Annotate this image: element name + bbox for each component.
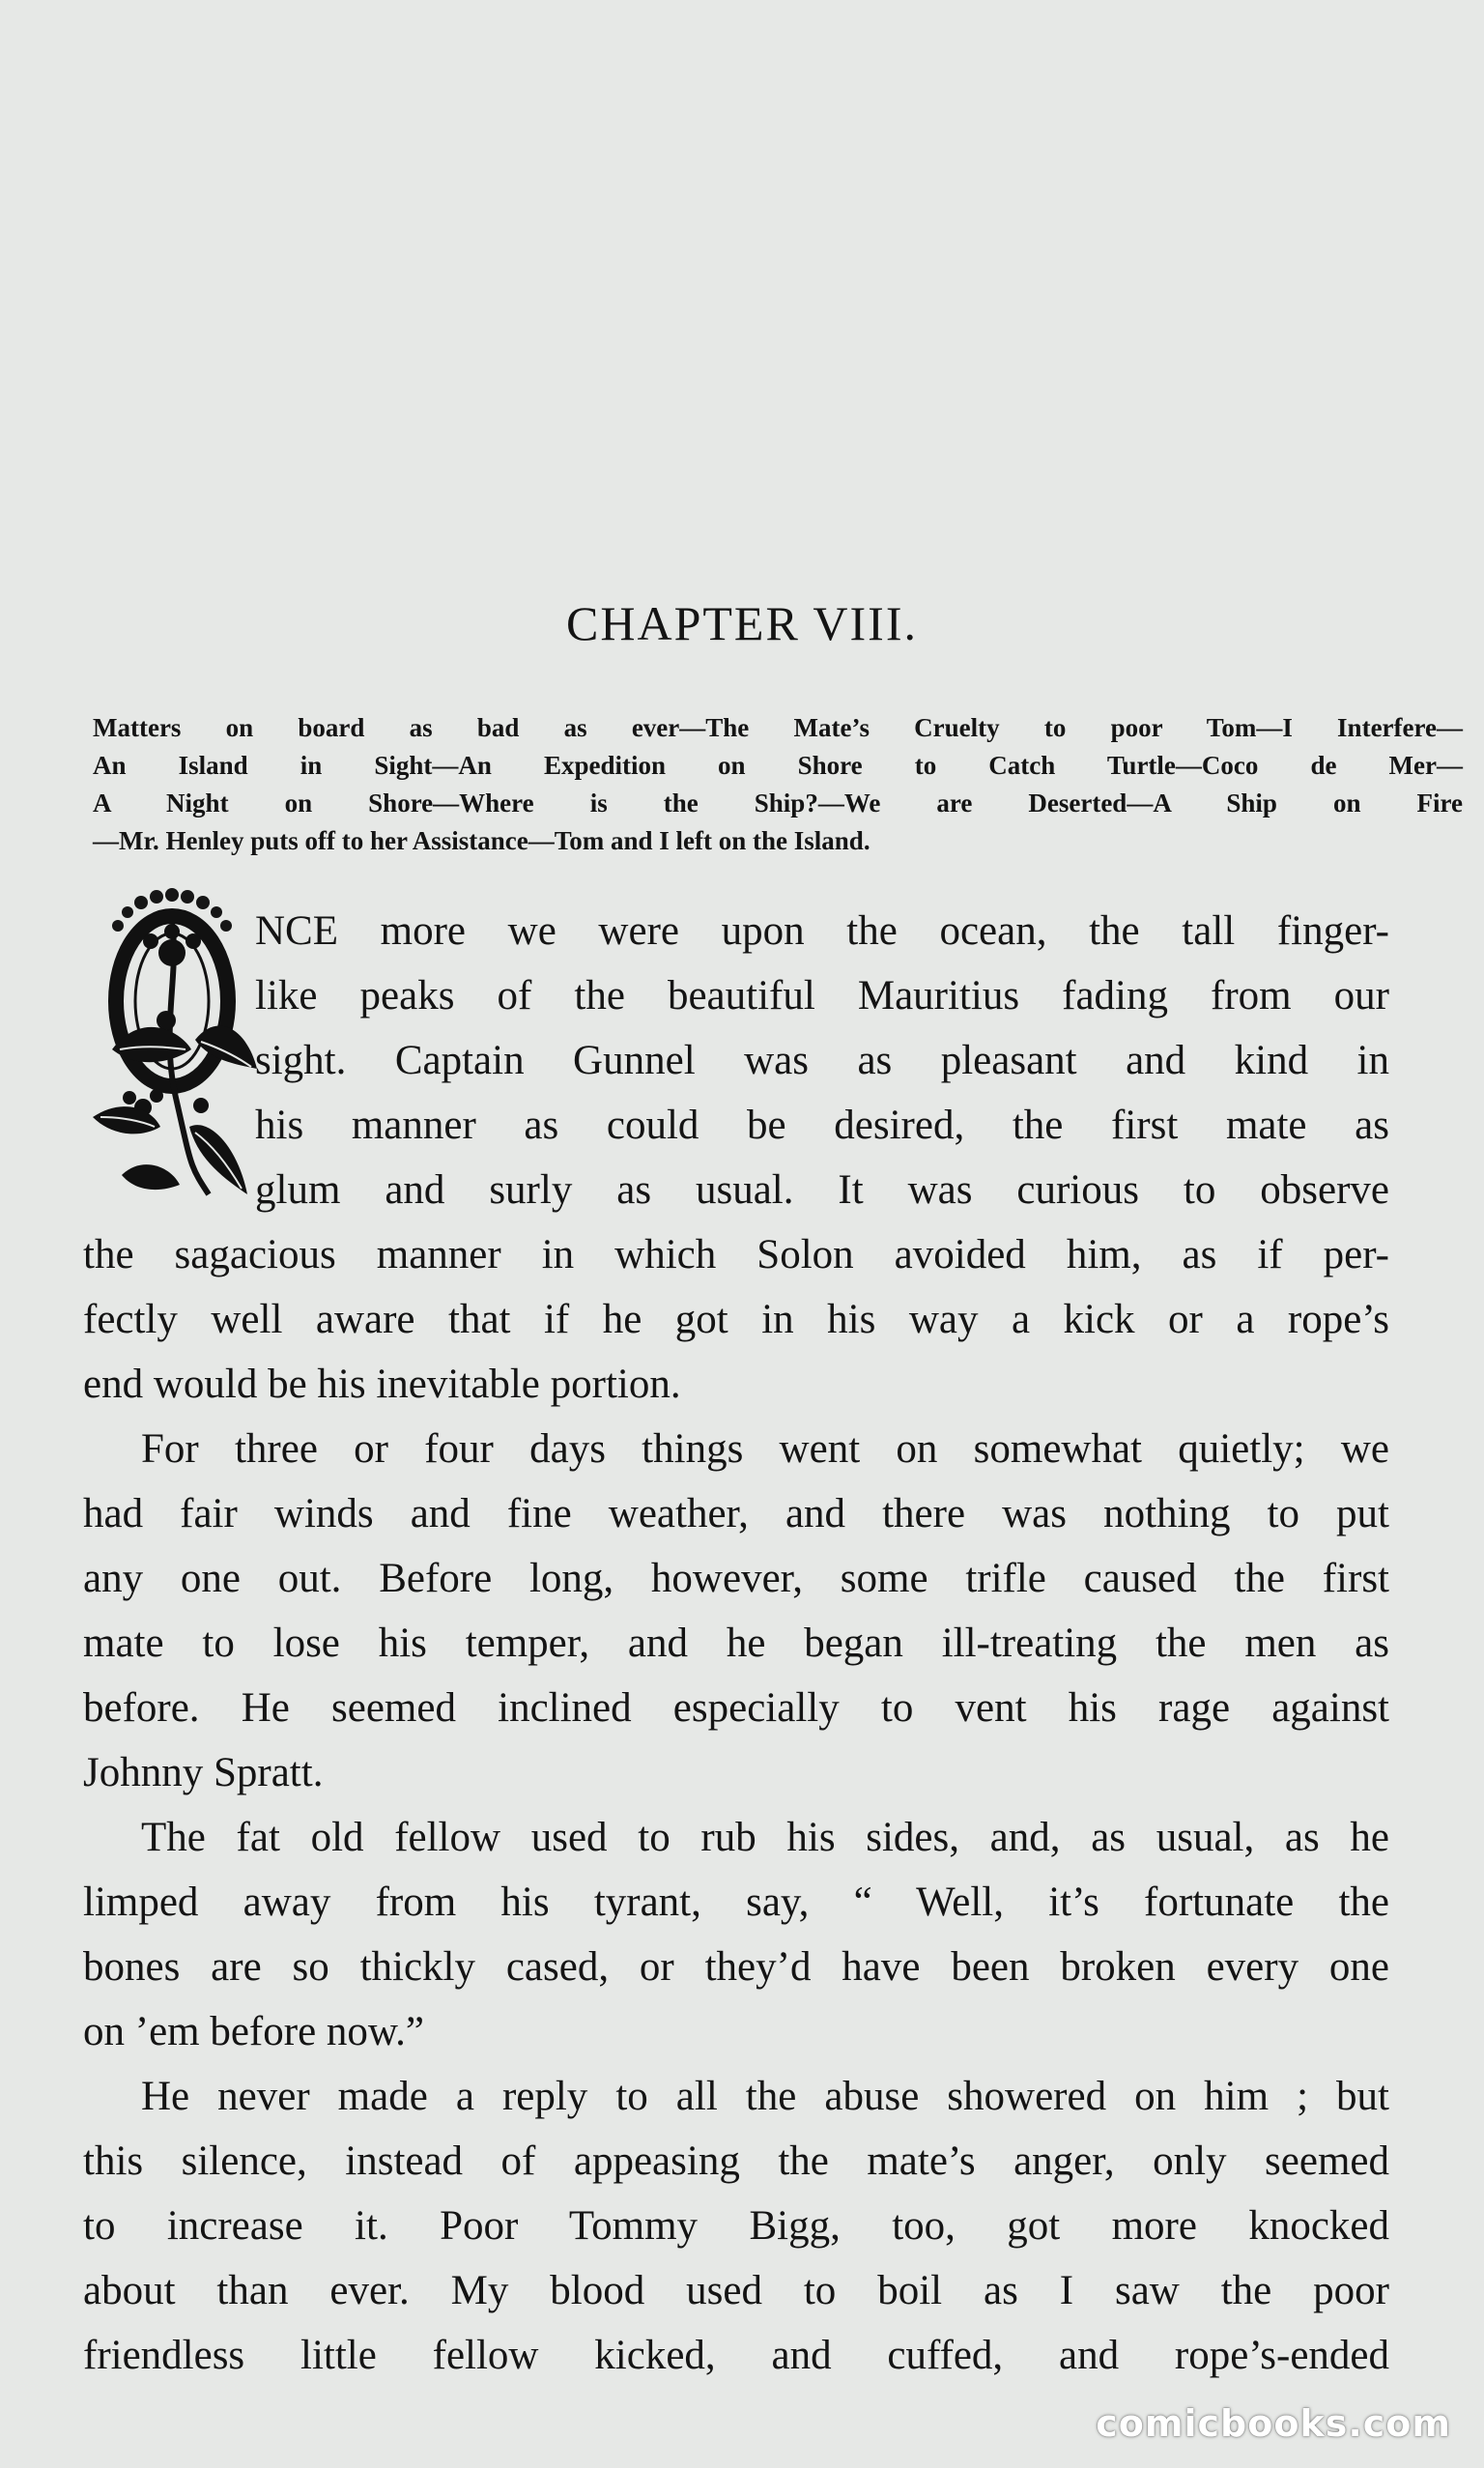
- text-line: NCE more we were upon the ocean, the tall finger-: [255, 908, 1389, 954]
- text-line: For three or four days things went on somewhat quietly; we: [141, 1426, 1389, 1472]
- text-line: friendless little fellow kicked, and cuffed, and rope’s-ended: [83, 2333, 1389, 2378]
- summary-line: A Night on Shore—Where is the Ship?—We are Deserted—A Ship on Fire: [93, 789, 1463, 818]
- text-line: sight. Captain Gunnel was as pleasant and kind in: [255, 1038, 1389, 1083]
- first-paragraph-wrapped: [255, 899, 1389, 1222]
- text-line: the sagacious manner in which Solon avoided him, as if per-: [83, 1232, 1389, 1277]
- text-line: glum and surly as usual. It was curious to observe: [255, 1167, 1389, 1213]
- summary-line: Matters on board as bad as ever—The Mate’s Cruelty to poor Tom—I Interfere—: [93, 713, 1463, 742]
- text-line: He never made a reply to all the abuse showered on him ; but: [141, 2074, 1389, 2119]
- text-line: about than ever. My blood used to boil as I saw the poor: [83, 2268, 1389, 2313]
- text-line: before. He seemed inclined especially to vent his rage against: [83, 1685, 1389, 1731]
- text-line: his manner as could be desired, the first mate as: [255, 1103, 1389, 1148]
- text-line: The fat old fellow used to rub his sides, and, as usual, as he: [141, 1815, 1389, 1860]
- text-line: end would be his inevitable portion.: [83, 1362, 681, 1407]
- summary-line: An Island in Sight—An Expedition on Shore to Catch Turtle—Coco de Mer—: [93, 751, 1463, 780]
- watermark: comicbooks.com: [1096, 2402, 1451, 2445]
- summary-line: —Mr. Henley puts off to her Assistance—Tom and I left on the Island.: [93, 826, 870, 855]
- chapter-title: CHAPTER VIII.: [566, 596, 918, 650]
- text-line: fectly well aware that if he got in his way a kick or a rope’s: [83, 1297, 1389, 1342]
- text-line: mate to lose his temper, and he began ill-treating the men as: [83, 1621, 1389, 1666]
- text-line: on ’em before now.”: [83, 2009, 425, 2054]
- text-line: this silence, instead of appeasing the mate’s anger, only seemed: [83, 2138, 1389, 2184]
- text-line: any one out. Before long, however, some trifle caused the first: [83, 1556, 1389, 1601]
- body-text: [83, 1222, 1389, 2388]
- text-line: had fair winds and fine weather, and there was nothing to put: [83, 1491, 1389, 1536]
- text-line: to increase it. Poor Tommy Bigg, too, got more knocked: [83, 2203, 1389, 2249]
- chapter-summary: [93, 709, 1463, 860]
- ornamental-drop-cap-icon: [83, 885, 262, 1204]
- text-line: limped away from his tyrant, say, “ Well, it’s fortunate the: [83, 1880, 1389, 1925]
- text-line: bones are so thickly cased, or they’d have been broken every one: [83, 1944, 1389, 1990]
- text-line: Johnny Spratt.: [83, 1750, 324, 1795]
- text-line: like peaks of the beautiful Mauritius fading from our: [255, 973, 1389, 1019]
